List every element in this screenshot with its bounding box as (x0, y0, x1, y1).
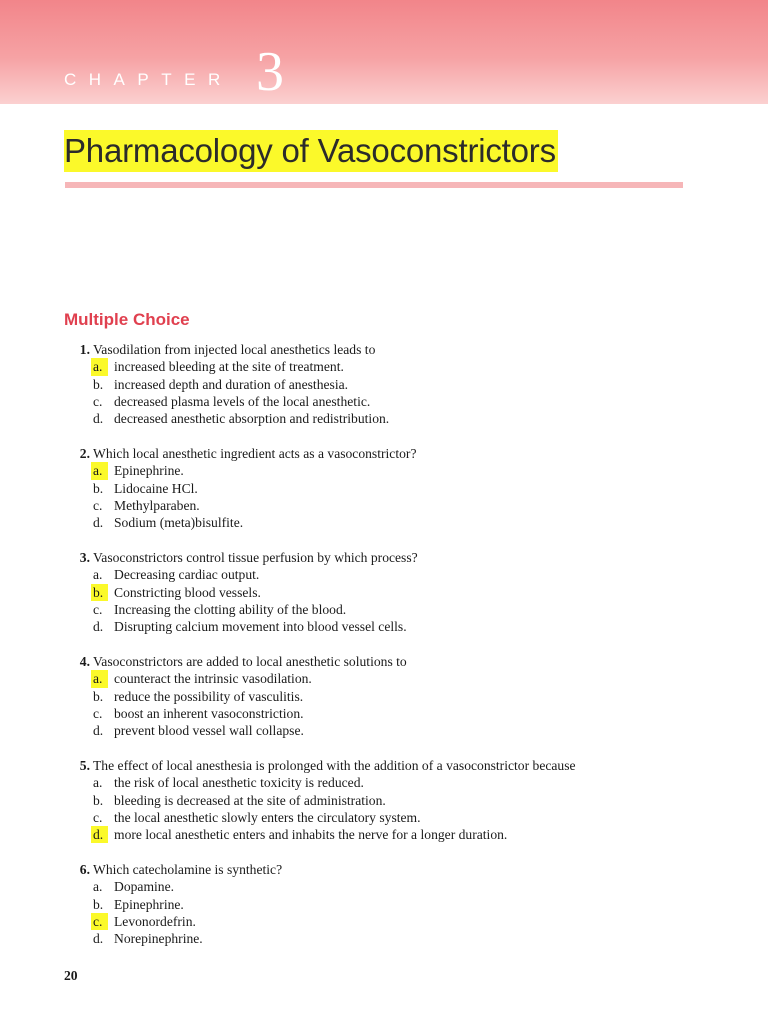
answer-option (64, 462, 744, 479)
option-letter: b. (91, 584, 108, 601)
option-text: Disrupting calcium movement into blood vessel cells. (114, 619, 407, 635)
answer-option (64, 878, 744, 895)
chapter-banner (0, 0, 768, 104)
question-stem: Which local anesthetic ingredient acts as a vasoconstrictor? (93, 445, 417, 461)
option-text: decreased plasma levels of the local anesthetic. (114, 393, 371, 409)
question-number: 3. (79, 549, 90, 565)
question-stem: Which catecholamine is synthetic? (93, 861, 283, 877)
option-letter: b. (93, 688, 104, 704)
question-stem-line (64, 341, 744, 358)
answer-option (64, 722, 744, 739)
option-text: counteract the intrinsic vasodilation. (114, 671, 312, 687)
question-stem-line (64, 549, 744, 566)
option-letter: a. (93, 775, 103, 791)
question-1 (64, 341, 744, 427)
question-stem: The effect of local anesthesia is prolonged with the addition of a vasoconstrictor because (93, 757, 576, 773)
option-text: Methylparaben. (114, 497, 200, 513)
option-text: increased depth and duration of anesthesia. (114, 376, 349, 392)
answer-option (64, 930, 744, 947)
option-text: Increasing the clotting ability of the blood. (114, 601, 347, 617)
option-letter: d. (93, 515, 104, 531)
answer-option (64, 601, 744, 618)
option-letter: d. (93, 619, 104, 635)
option-letter: b. (93, 480, 104, 496)
option-text: more local anesthetic enters and inhabits the nerve for a longer duration. (114, 827, 508, 843)
question-stem-line (64, 861, 744, 878)
answer-option (64, 792, 744, 809)
option-text: increased bleeding at the site of treatment. (114, 359, 344, 375)
option-letter: a. (93, 879, 103, 895)
option-text: reduce the possibility of vasculitis. (114, 688, 304, 704)
question-number: 4. (79, 653, 90, 669)
question-5 (64, 757, 744, 843)
option-letter: d. (93, 411, 104, 427)
option-text: the local anesthetic slowly enters the circulatory system. (114, 809, 421, 825)
option-text: bleeding is decreased at the site of administration. (114, 792, 386, 808)
title-rule (65, 182, 683, 188)
option-text: Lidocaine HCl. (114, 480, 198, 496)
answer-option (64, 618, 744, 635)
option-letter: d. (91, 826, 108, 843)
chapter-label: CHAPTER (64, 70, 233, 89)
option-letter: a. (93, 567, 103, 583)
answer-option (64, 566, 744, 583)
answer-option (64, 809, 744, 826)
option-text: Levonordefrin. (114, 913, 196, 929)
option-letter: a. (91, 670, 108, 687)
question-stem: Vasoconstrictors are added to local anesthetic solutions to (93, 653, 407, 669)
question-list (64, 341, 744, 965)
answer-option (64, 358, 744, 375)
option-text: decreased anesthetic absorption and redistribution. (114, 411, 390, 427)
question-number: 5. (79, 757, 90, 773)
answer-option (64, 913, 744, 930)
answer-option (64, 705, 744, 722)
option-text: Constricting blood vessels. (114, 584, 261, 600)
page-number: 20 (64, 968, 78, 983)
answer-option (64, 497, 744, 514)
question-stem-line (64, 757, 744, 774)
answer-option (64, 393, 744, 410)
option-text: Epinephrine. (114, 463, 184, 479)
question-stem-line (64, 653, 744, 670)
option-letter: c. (93, 393, 103, 409)
answer-option (64, 514, 744, 531)
answer-option (64, 826, 744, 843)
option-letter: d. (93, 931, 104, 947)
option-letter: c. (91, 913, 108, 930)
answer-option (64, 376, 744, 393)
option-text: Epinephrine. (114, 896, 184, 912)
question-2 (64, 445, 744, 531)
option-letter: a. (91, 358, 108, 375)
option-letter: c. (93, 705, 103, 721)
question-3 (64, 549, 744, 635)
question-number: 6. (79, 861, 90, 877)
option-text: Norepinephrine. (114, 931, 203, 947)
option-letter: c. (93, 497, 103, 513)
answer-option (64, 896, 744, 913)
answer-option (64, 688, 744, 705)
page-title: Pharmacology of Vasoconstrictors (64, 132, 556, 169)
option-text: prevent blood vessel wall collapse. (114, 723, 304, 739)
option-letter: c. (93, 601, 103, 617)
chapter-number: 3 (256, 41, 284, 103)
option-text: Dopamine. (114, 879, 175, 895)
question-stem: Vasodilation from injected local anesthetics leads to (93, 342, 376, 357)
option-letter: b. (93, 792, 104, 808)
option-letter: a. (91, 462, 108, 479)
option-letter: b. (93, 376, 104, 392)
question-stem: Vasoconstrictors control tissue perfusion by which process? (93, 549, 418, 565)
option-letter: b. (93, 896, 104, 912)
option-text: Sodium (meta)bisulfite. (114, 515, 244, 531)
answer-option (64, 410, 744, 427)
option-letter: d. (93, 723, 104, 739)
section-heading: Multiple Choice (64, 310, 190, 329)
question-number: 1. (79, 342, 90, 357)
title-highlight (64, 130, 558, 172)
answer-option (64, 584, 744, 601)
option-text: Decreasing cardiac output. (114, 567, 260, 583)
option-letter: c. (93, 809, 103, 825)
answer-option (64, 670, 744, 687)
option-text: the risk of local anesthetic toxicity is reduced. (114, 775, 364, 791)
answer-option (64, 774, 744, 791)
option-text: boost an inherent vasoconstriction. (114, 705, 304, 721)
question-4 (64, 653, 744, 739)
question-6 (64, 861, 744, 947)
question-stem-line (64, 445, 744, 462)
question-number: 2. (79, 445, 90, 461)
answer-option (64, 480, 744, 497)
